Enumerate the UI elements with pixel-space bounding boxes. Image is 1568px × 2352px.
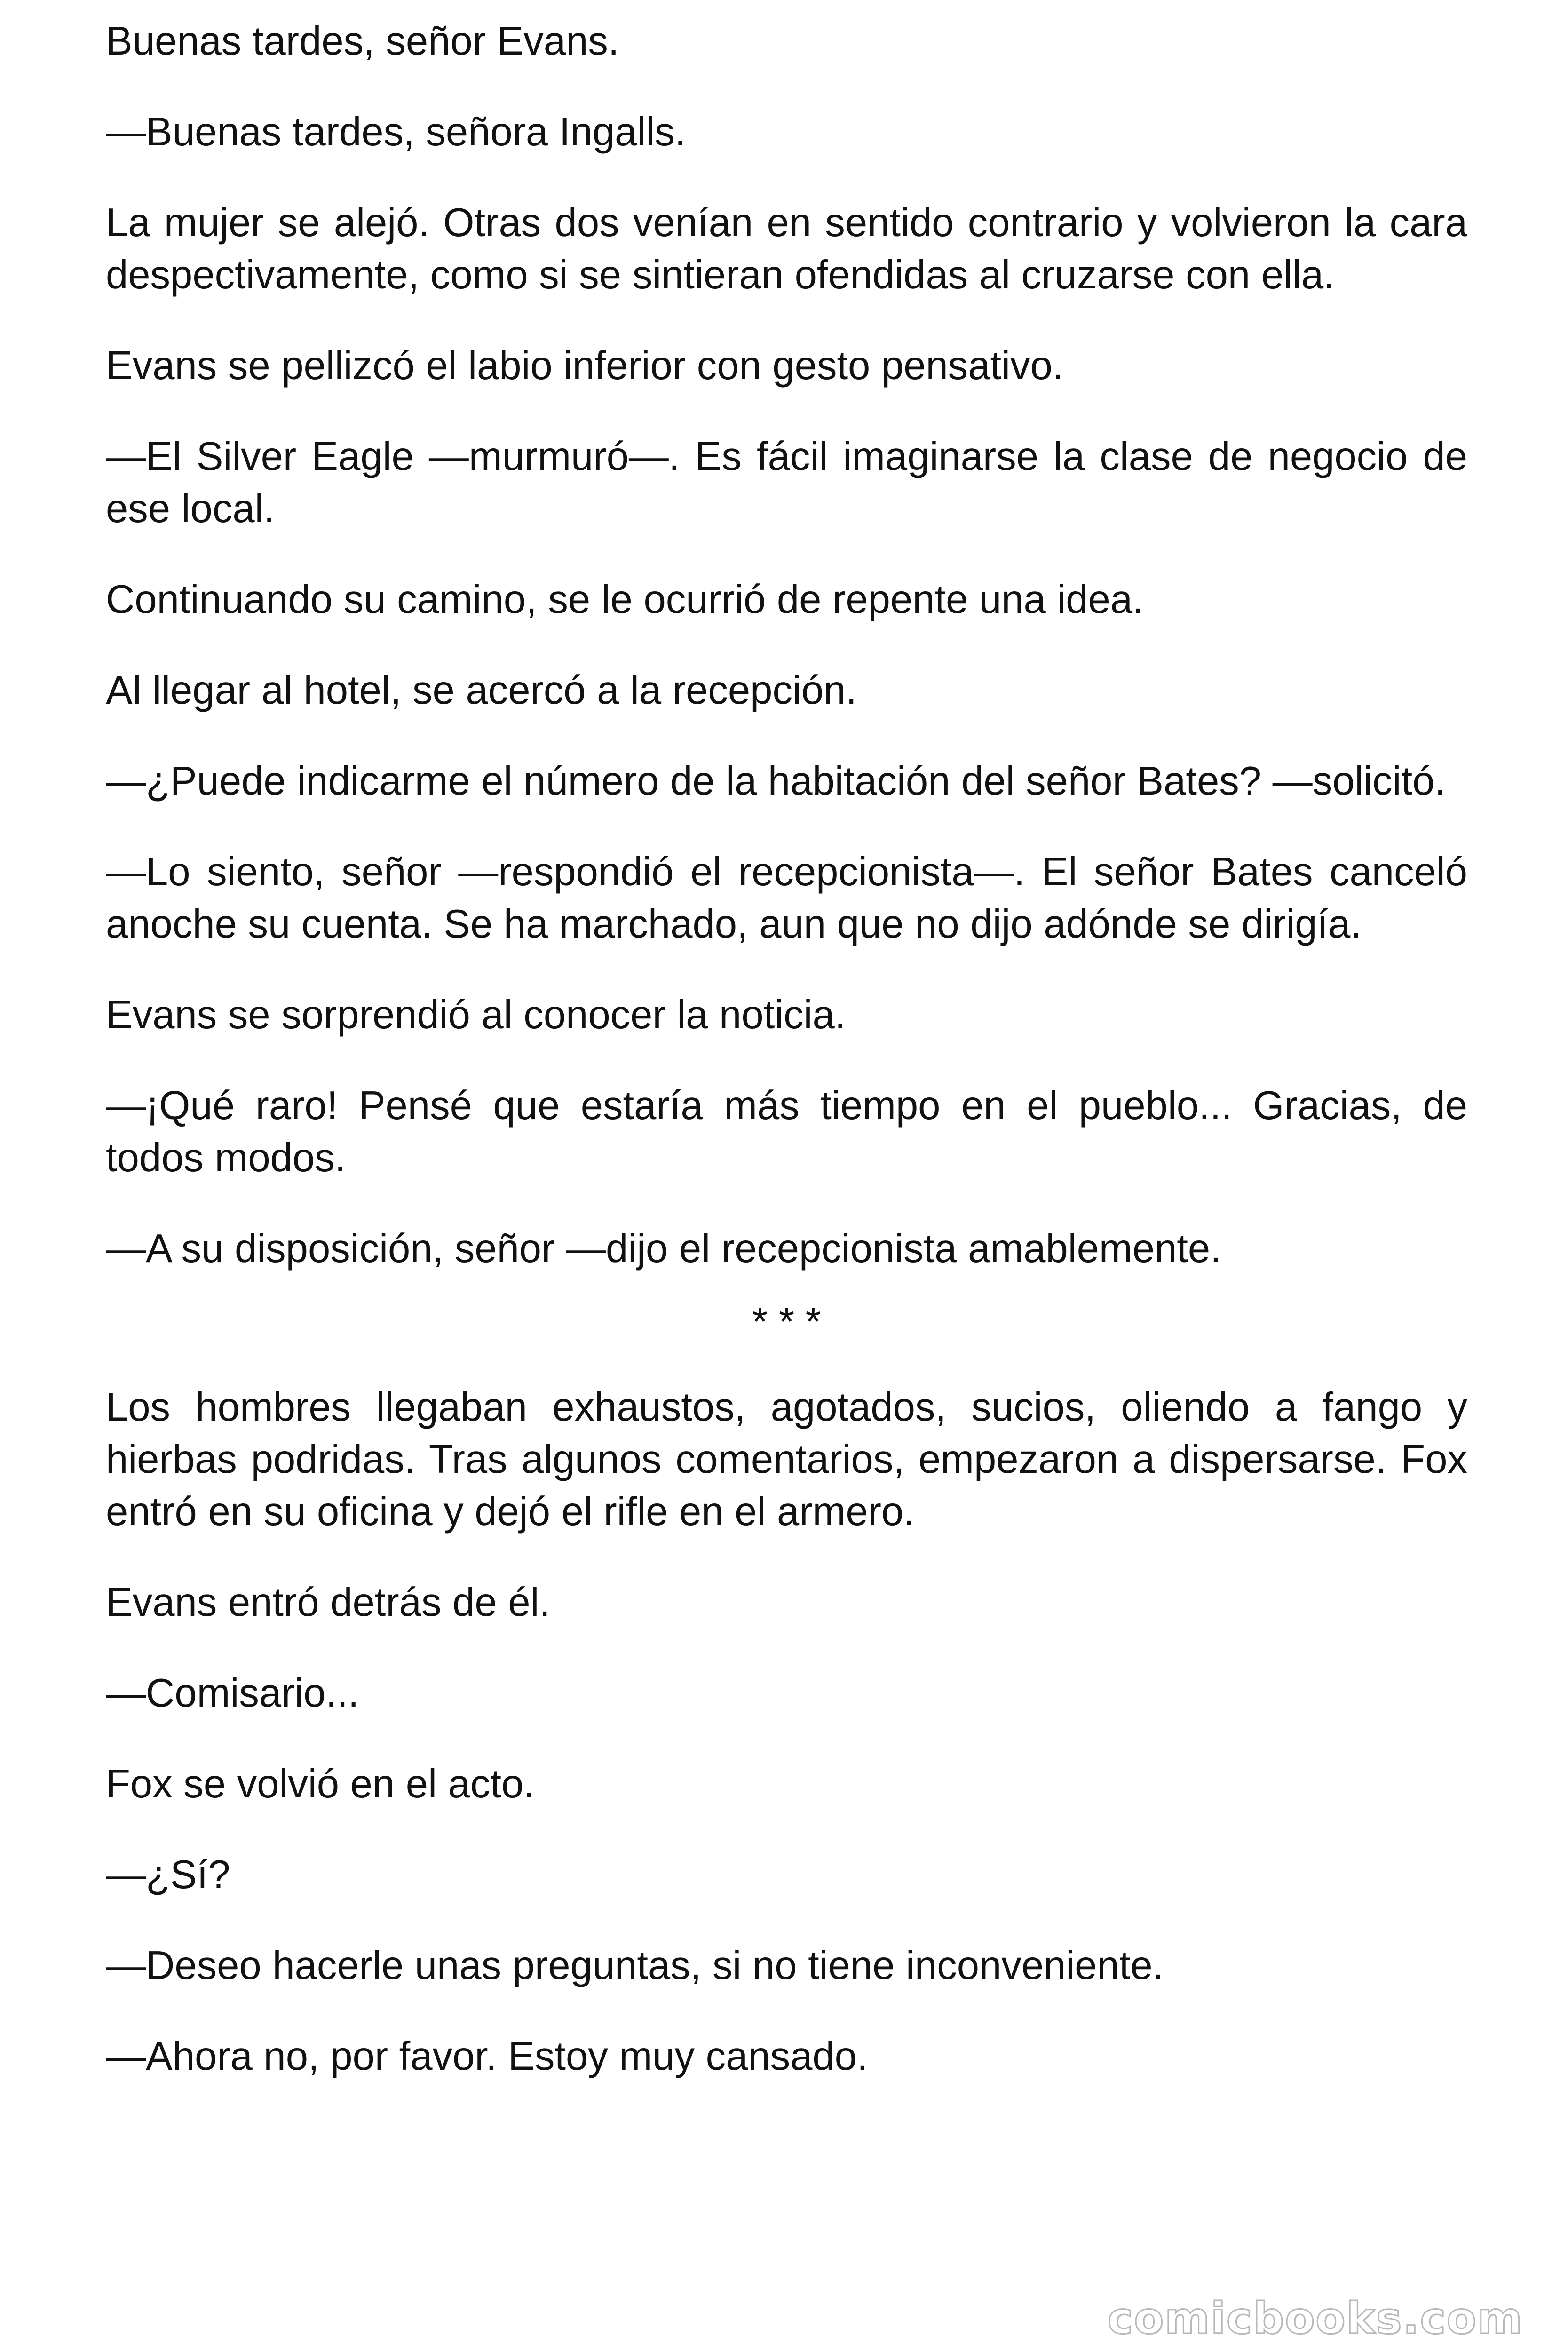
paragraph: —¿Puede indicarme el número de la habitación del señor Bates? —solicitó.: [106, 759, 1446, 803]
paragraph: —Buenas tardes, señora Ingalls.: [106, 110, 686, 154]
paragraph: —Deseo hacerle unas preguntas, si no tiene inconveniente.: [106, 1943, 1164, 1988]
paragraph: —A su disposición, señor —dijo el recepcionista amablemente.: [106, 1226, 1221, 1271]
paragraph: Evans se sorprendió al conocer la noticia.: [106, 993, 846, 1037]
paragraph: La mujer se alejó. Otras dos venían en sentido contrario y volvieron la cara despectivamente, como si se sintieran ofendidas al cruzarse con ella.: [106, 200, 1467, 297]
paragraph: Fox se volvió en el acto.: [106, 1762, 535, 1806]
paragraph: Evans entró detrás de él.: [106, 1580, 551, 1625]
paragraph: Continuando su camino, se le ocurrió de repente una idea.: [106, 577, 1144, 622]
paragraph: —Comisario...: [106, 1671, 359, 1716]
paragraph: —¡Qué raro! Pensé que estaría más tiempo en el pueblo... Gracias, de todos modos.: [106, 1083, 1467, 1180]
paragraph: —El Silver Eagle —murmuró—. Es fácil imaginarse la clase de negocio de ese local.: [106, 434, 1467, 531]
book-page: [106, 0, 1467, 2082]
paragraph: Al llegar al hotel, se acercó a la recepción.: [106, 668, 857, 713]
paragraph: —¿Sí?: [106, 1852, 230, 1897]
paragraph: —Ahora no, por favor. Estoy muy cansado.: [106, 2034, 868, 2079]
watermark-logo: comicbooks.com: [1107, 2293, 1523, 2344]
paragraph: Los hombres llegaban exhaustos, agotados, sucios, oliendo a fango y hierbas podridas. Tras algunos comentarios, empezaron a dispersarse. Fox entró en su oficina y dejó el rifle en el armero.: [106, 1385, 1467, 1534]
section-separator: * * *: [752, 1300, 821, 1344]
paragraph: —Lo siento, señor —respondió el recepcionista—. El señor Bates canceló anoche su cuenta. Se ha marchado, aun que no dijo adónde se dirigía.: [106, 850, 1467, 946]
paragraph: Buenas tardes, señor Evans.: [106, 19, 619, 64]
paragraph: Evans se pellizcó el labio inferior con gesto pensativo.: [106, 343, 1064, 388]
